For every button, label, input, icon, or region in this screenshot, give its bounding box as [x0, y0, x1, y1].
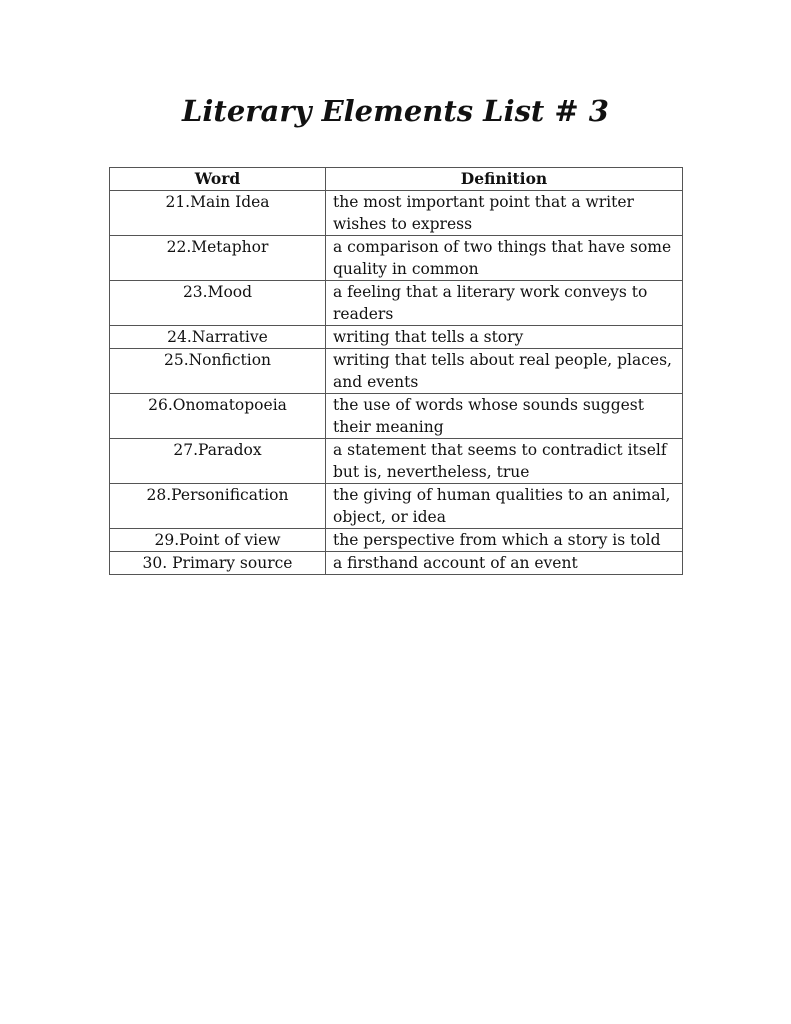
term-word: 22.Metaphor	[110, 236, 326, 281]
term-word: 29.Point of view	[110, 529, 326, 552]
term-definition: a comparison of two things that have some quality in common	[326, 236, 683, 281]
table-row	[110, 529, 683, 552]
table-row	[110, 326, 683, 349]
term-word: 28.Personification	[110, 484, 326, 529]
table-row	[110, 484, 683, 529]
table-row	[110, 552, 683, 575]
term-word: 30. Primary source	[110, 552, 326, 575]
term-word: 25.Nonfiction	[110, 349, 326, 394]
literary-elements-table	[109, 167, 683, 575]
word-column-header: Word	[110, 168, 326, 191]
definition-column-header: Definition	[326, 168, 683, 191]
term-definition: the most important point that a writer wishes to express	[326, 191, 683, 236]
term-word: 24.Narrative	[110, 326, 326, 349]
term-definition: writing that tells a story	[326, 326, 683, 349]
term-word: 27.Paradox	[110, 439, 326, 484]
term-word: 21.Main Idea	[110, 191, 326, 236]
table-row	[110, 236, 683, 281]
table-row	[110, 439, 683, 484]
term-definition: the use of words whose sounds suggest their meaning	[326, 394, 683, 439]
term-definition: a statement that seems to contradict itself but is, nevertheless, true	[326, 439, 683, 484]
term-definition: the perspective from which a story is told	[326, 529, 683, 552]
table-header-row	[110, 168, 683, 191]
table-row	[110, 394, 683, 439]
term-definition: the giving of human qualities to an animal, object, or idea	[326, 484, 683, 529]
term-definition: a firsthand account of an event	[326, 552, 683, 575]
table-row	[110, 281, 683, 326]
term-word: 23.Mood	[110, 281, 326, 326]
term-definition: a feeling that a literary work conveys to readers	[326, 281, 683, 326]
term-word: 26.Onomatopoeia	[110, 394, 326, 439]
term-definition: writing that tells about real people, places, and events	[326, 349, 683, 394]
table-row	[110, 191, 683, 236]
page-title: Literary Elements List # 3	[182, 94, 609, 128]
table-row	[110, 349, 683, 394]
